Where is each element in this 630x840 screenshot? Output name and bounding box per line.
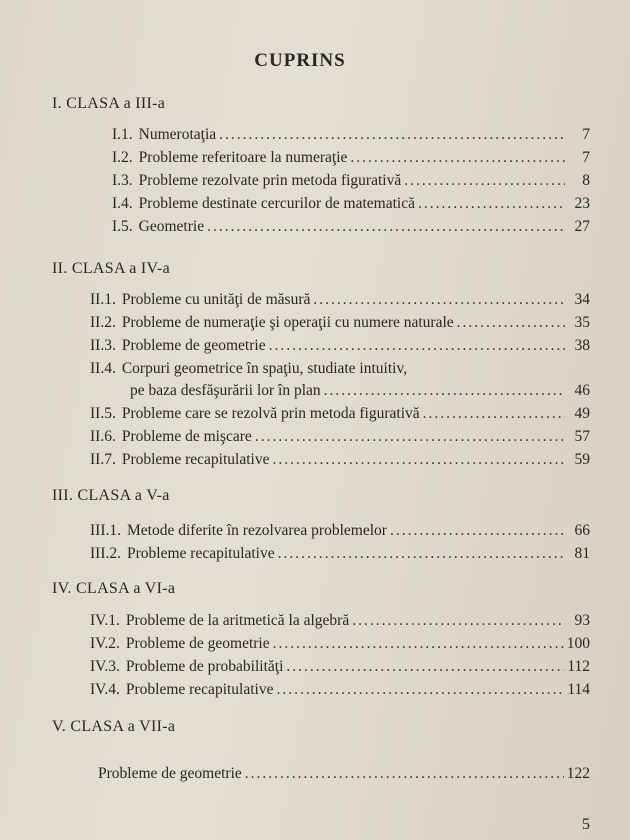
toc-entry [90, 360, 590, 378]
entry-page: 59 [574, 451, 590, 468]
entry-number: I.4. [112, 195, 133, 212]
entry-page: 35 [574, 314, 590, 331]
entry-page: 114 [567, 681, 590, 698]
entry-title: Numerotaţia [138, 126, 217, 143]
toc-entry [112, 126, 590, 144]
entry-title: Probleme rezolvate prin metoda figurativă [138, 172, 402, 189]
entry-title: Probleme de geometrie [121, 337, 266, 354]
dot-leader [245, 765, 564, 783]
entry-number: I.5. [112, 218, 133, 235]
toc-entry [90, 681, 590, 699]
entry-number: II.3. [90, 337, 116, 354]
entry-page: 38 [574, 337, 590, 354]
entry-title: Probleme de numeraţie şi operaţii cu numere naturale [121, 314, 454, 331]
entry-number: II.2. [90, 314, 116, 331]
toc-entry [90, 428, 590, 446]
entry-page: 66 [574, 522, 590, 539]
toc-entry [90, 405, 590, 423]
toc-entry [90, 635, 590, 653]
entry-title: Probleme recapitulative [125, 681, 274, 698]
toc-entry [90, 314, 590, 332]
dot-leader [207, 218, 565, 236]
entry-number: IV.3. [90, 658, 120, 675]
entry-page: 34 [574, 291, 590, 308]
toc-entry [90, 337, 590, 355]
toc-entry [98, 765, 590, 783]
chapter-heading: V. CLASA a VII-a [52, 718, 176, 735]
entry-number: III.1. [90, 522, 121, 539]
dot-leader [278, 545, 565, 563]
entry-title: Probleme de la aritmetică la algebră [125, 612, 350, 629]
entry-number: II.5. [90, 405, 116, 422]
entry-title: Probleme referitoare la numeraţie [138, 149, 348, 166]
entry-page: 57 [574, 428, 590, 445]
toc-entry [90, 291, 590, 309]
entry-number: IV.1. [90, 612, 120, 629]
page-number: 5 [582, 816, 590, 833]
entry-page: 122 [566, 765, 590, 782]
entry-page: 8 [582, 172, 590, 189]
entry-title: pe baza desfăşurării lor în plan [130, 382, 321, 399]
entry-title: Probleme recapitulative [121, 451, 270, 468]
toc-entry [112, 218, 590, 236]
toc-entry [112, 195, 590, 213]
dot-leader [273, 635, 564, 653]
entry-number: I.1. [112, 126, 133, 143]
chapter-heading: II. CLASA a IV-a [52, 260, 170, 277]
toc-entry [112, 172, 590, 190]
dot-leader [418, 195, 565, 213]
dot-leader [404, 172, 565, 190]
chapter-heading: IV. CLASA a VI-a [52, 580, 176, 597]
entry-title: Probleme de geometrie [98, 765, 242, 782]
dot-leader [219, 126, 565, 144]
entry-title: Corpuri geometrice în spaţiu, studiate intuitiv, [121, 360, 408, 377]
entry-number: I.3. [112, 172, 133, 189]
entry-title: Probleme destinate cercurilor de matematică [138, 195, 415, 212]
entry-page: 7 [582, 149, 590, 166]
entry-number: II.1. [90, 291, 116, 308]
toc-entry [112, 149, 590, 167]
dot-leader [423, 405, 565, 423]
entry-page: 49 [574, 405, 590, 422]
entry-number: I.2. [112, 149, 133, 166]
entry-number: IV.4. [90, 681, 120, 698]
toc-entry [90, 658, 590, 676]
entry-number: II.4. [90, 360, 116, 377]
toc-entry [90, 522, 590, 540]
entry-page: 93 [574, 612, 590, 629]
entry-title: Probleme care se rezolvă prin metoda figurativă [121, 405, 420, 422]
entry-page: 112 [567, 658, 590, 675]
entry-page: 46 [574, 382, 590, 399]
dot-leader [350, 149, 565, 167]
entry-page: 81 [574, 545, 590, 562]
entry-page: 27 [574, 218, 590, 235]
entry-page: 100 [566, 635, 590, 652]
dot-leader [313, 291, 565, 309]
entry-page: 23 [574, 195, 590, 212]
dot-leader [272, 451, 565, 469]
toc-entry [90, 451, 590, 469]
page-title: CUPRINS [254, 50, 346, 71]
entry-title: Probleme cu unităţi de măsură [121, 291, 311, 308]
entry-number: IV.2. [90, 635, 120, 652]
dot-leader [324, 382, 565, 400]
dot-leader [269, 337, 565, 355]
entry-title: Metode diferite în rezolvarea problemelor [127, 522, 387, 539]
entry-number: II.6. [90, 428, 116, 445]
toc-entry [90, 612, 590, 630]
dot-leader [255, 428, 565, 446]
entry-title: Probleme de mişcare [121, 428, 252, 445]
dot-leader [286, 658, 564, 676]
entry-title: Geometrie [138, 218, 205, 235]
toc-entry-continuation [130, 382, 590, 400]
entry-number: III.2. [90, 545, 121, 562]
dot-leader [390, 522, 565, 540]
toc-entry [90, 545, 590, 563]
entry-title: Probleme recapitulative [127, 545, 275, 562]
chapter-heading: III. CLASA a V-a [52, 487, 170, 504]
entry-number: II.7. [90, 451, 116, 468]
dot-leader [276, 681, 564, 699]
dot-leader [457, 314, 565, 332]
entry-title: Probleme de geometrie [125, 635, 270, 652]
chapter-heading: I. CLASA a III-a [52, 95, 166, 112]
entry-title: Probleme de probabilităţi [125, 658, 284, 675]
entry-page: 7 [582, 126, 590, 143]
dot-leader [352, 612, 565, 630]
